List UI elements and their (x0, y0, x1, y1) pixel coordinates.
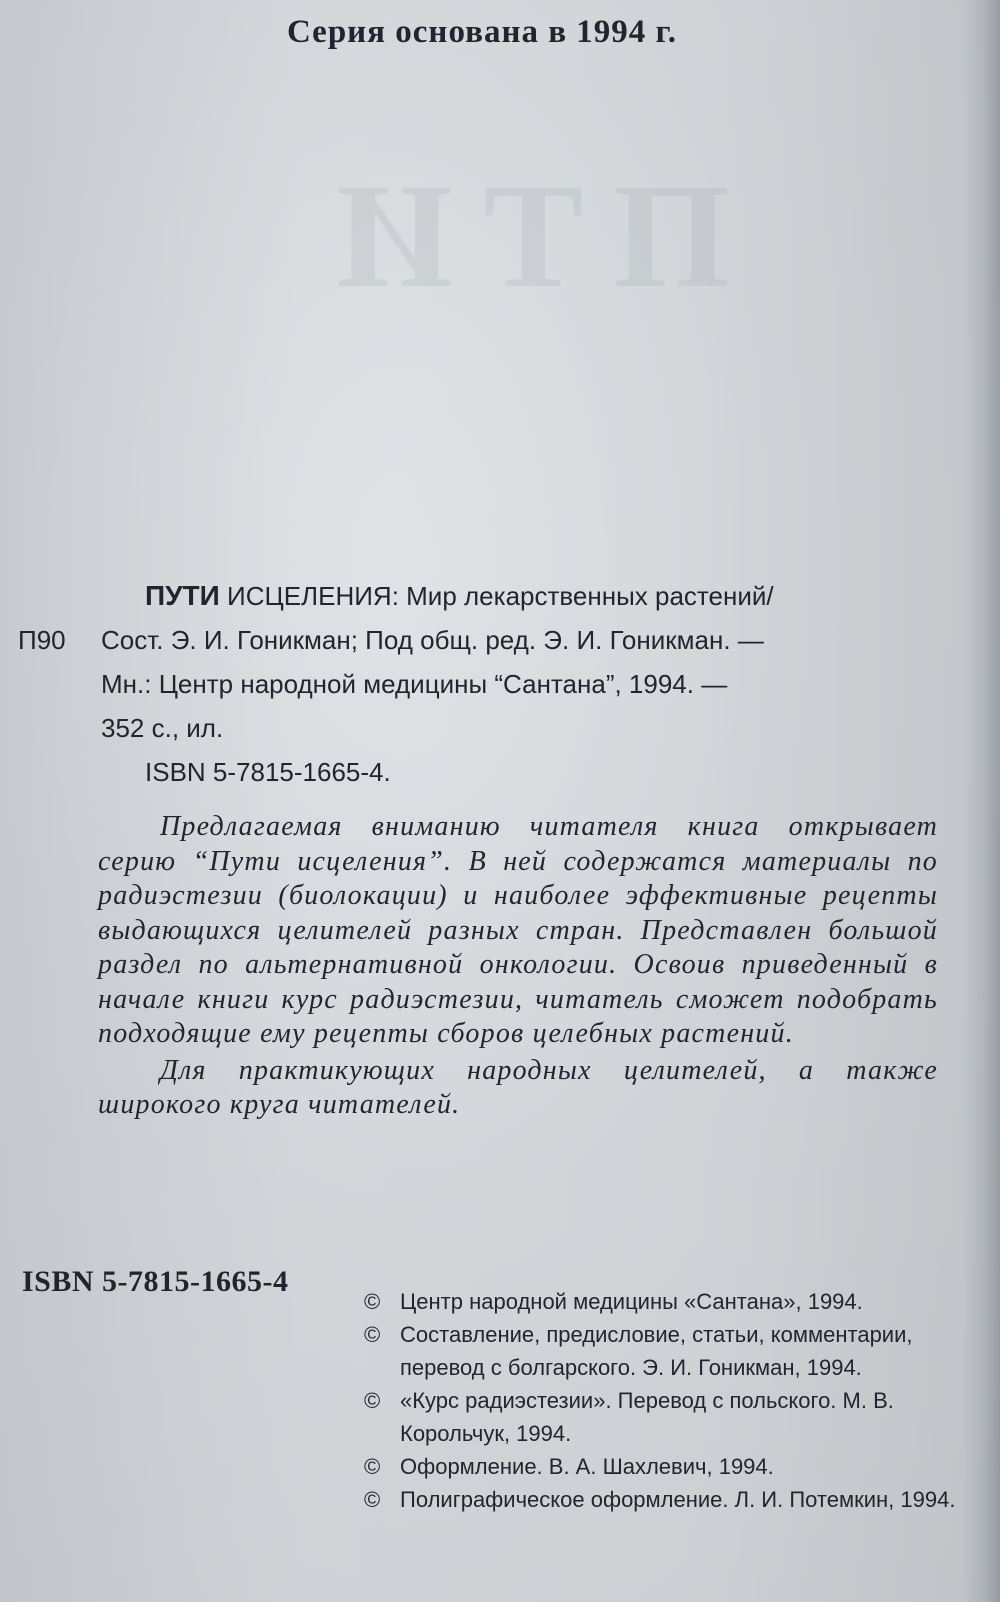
copyright-text: Полиграфическое оформление. Л. И. Потемкин, 1994. (400, 1487, 956, 1512)
page-edge-shadow (962, 0, 1000, 1602)
copyright-text: Оформление. В. А. Шахлевич, 1994. (400, 1454, 774, 1479)
copyright-text: Составление, предисловие, статьи, комментарии, перевод с болгарского. Э. И. Гоникман, 1994. (400, 1322, 913, 1380)
annotation (98, 808, 938, 1123)
copyright-text: Центр народной медицины «Сантана», 1994. (400, 1289, 863, 1314)
copyright-sign: © (364, 1289, 381, 1314)
isbn-number: ISBN 5-7815-1665-4 (22, 1265, 289, 1298)
catalog-title-bold: ПУТИ (145, 580, 220, 611)
copyright-sign: © (364, 1454, 381, 1479)
copyright-item (364, 1450, 964, 1483)
copyright-item (364, 1384, 964, 1450)
copyright-text: «Курс радиэстезии». Перевод с польского. М. В. Корольчук, 1994. (400, 1388, 894, 1446)
audience-paragraph: Для практикующих народных целителей, а также широкого круга читателей. (98, 1054, 938, 1120)
catalog-pages-line: 352 с., ил. (101, 713, 224, 743)
show-through-print: ПТИ (306, 153, 730, 319)
copyright-list (364, 1285, 964, 1516)
catalog-isbn-line: ISBN 5-7815-1665-4. (145, 757, 391, 787)
copyright-item (364, 1483, 964, 1516)
copyright-item (364, 1318, 964, 1384)
catalog-compiler-line: Сост. Э. И. Гоникман; Под общ. ред. Э. И. Гоникман. — (101, 625, 764, 655)
copyright-sign: © (364, 1487, 381, 1512)
catalog-code: П90 (18, 625, 66, 655)
annotation-paragraph: Предлагаемая вниманию читателя книга открывает серию “Пути исцеления”. В ней содержатся материалы по радиэстезии (биолокации) и наиболее эффективные рецепты выдающихся целителей разных стран. Представлен большой раздел по альтернативной онкологии. Освоив приведенный в начале книги курс радиэстезии, читатель сможет подобрать подходящие ему рецепты сборов целебных растений. (98, 811, 938, 1049)
catalog-title-rest: ИСЦЕЛЕНИЯ: Мир лекарственных растений/ (219, 581, 774, 611)
copyright-item (364, 1285, 964, 1318)
catalog-title-line (145, 574, 774, 618)
copyright-sign: © (364, 1388, 381, 1413)
series-note: Серия основана в 1994 г. (286, 14, 678, 50)
catalog-publisher-line: Мн.: Центр народной медицины “Сантана”, 1994. — (101, 669, 728, 699)
copyright-sign: © (364, 1322, 381, 1347)
